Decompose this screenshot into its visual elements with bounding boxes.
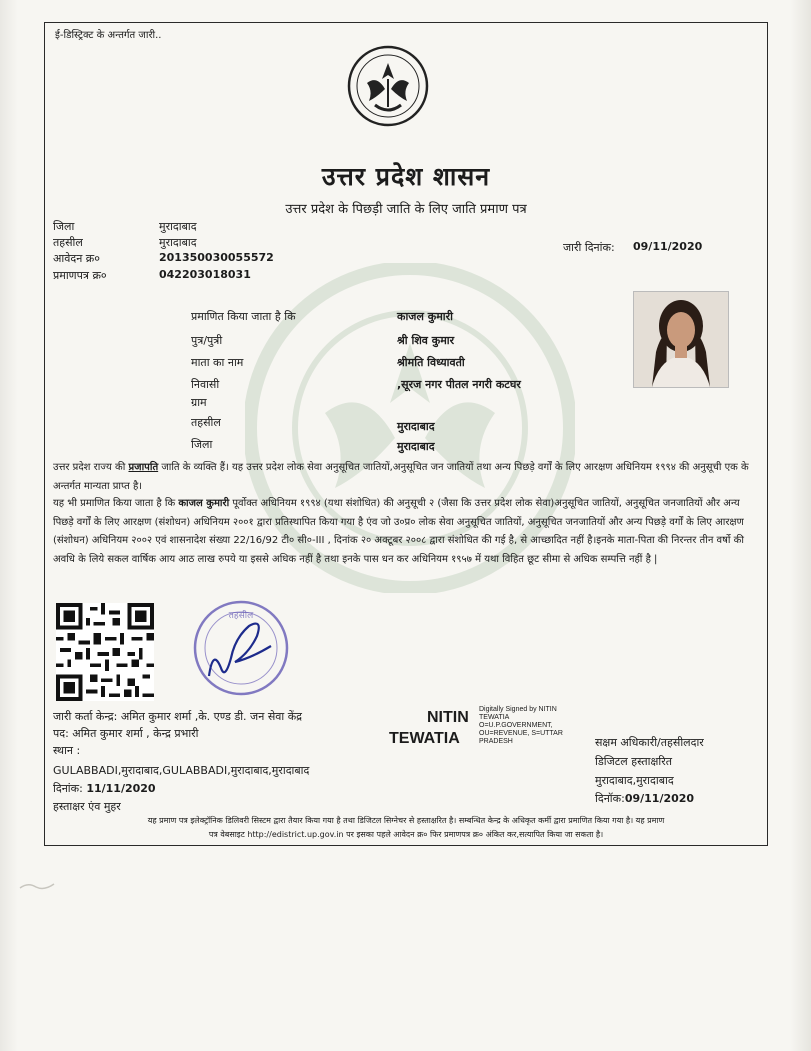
issuer-place-value: GULABBADI,मुरादाबाद,GULABBADI,मुरादाबाद,मुरादाबाद — [53, 764, 310, 777]
meta-application-label: आवेदन क्र० — [53, 252, 100, 265]
dsig-info-line: OU=REVENUE, S=UTTAR — [479, 730, 563, 737]
footer-line: पत्र वेबसाइट http://edistrict.up.gov.in पर इसका पहले आवेदन क्र० फिर प्रमाणपत्र क्र० अंकित कर,सत्यापित किया जा सकता है। — [208, 830, 604, 839]
meta-district-label: जिला — [53, 220, 75, 233]
issuer-center-value: अमित कुमार शर्मा ,के. एण्ड डी. जन सेवा केंद्र — [120, 710, 303, 723]
issuer-post — [53, 726, 199, 741]
creamy-paragraph-post: पूर्वोक्त अधिनियम १९९४ (यथा संशोधित) की अनुसूची २ (जैसा कि उत्तर प्रदेश लोक सेवा)अनुसूचित जातियों, अनुसूचित जनजातियों और अन्य पिछड़े वर्गों के लिए आरक्षण (संशोधन) अधिनियम २००१ द्वारा प्रतिस्थापित किया गया है एंव जो उ०प्र० लोक सेवा अनुसूचित जातियों, अनुसूचित जनजातियों और अन्य पिछड़े वर्गों के लिए आरक्षण (संशोधन) अधिनियम २००२ एवं शासनादेश संख्या 22/16/92 टी० सी०-III , दिनांक २० अक्टूबर २००८ द्वारा संशोधित की गई है, से आच्छादित नहीं है।इनके माता-पिता की निरन्तर तीन वर्षो की अवधि के लिये सकल वार्षिक आय आठ लाख रुपये या इससे अधिक नहीं है तथा इनके पास धन कर अधिनियम १९५७ में यथा विहित छूट सीमा से अधिक सम्पत्ति नहीं है | — [53, 498, 744, 565]
detail-district-value: मुरादाबाद — [397, 440, 435, 453]
father-name: श्री शिव कुमार — [397, 334, 455, 347]
applicant-photo — [633, 291, 729, 388]
issuer-date-value: 11/11/2020 — [86, 782, 156, 795]
application-number: 201350030055572 — [159, 251, 274, 264]
detail-tehsil-value: मुरादाबाद — [397, 420, 435, 433]
certificate-title: उत्तर प्रदेश शासन — [321, 162, 491, 191]
qr-code-icon — [53, 603, 157, 701]
caste-name: प्रजापति — [128, 462, 159, 473]
dsig-info-line: PRADESH — [479, 738, 513, 745]
caste-paragraph — [53, 459, 759, 496]
detail-certify-label: प्रमाणित किया जाता है कि — [191, 310, 296, 323]
resident-address: ,सूरज नगर पीतल नगरी कटघर — [397, 378, 521, 391]
creamy-layer-paragraph — [53, 495, 759, 569]
digital-signer-first: NITIN — [427, 709, 469, 726]
dsig-info-line: TEWATIA — [479, 714, 510, 721]
authority-sign: डिजिटल हस्ताक्षरित — [595, 755, 672, 768]
applicant-name: काजल कुमारी — [397, 310, 453, 323]
issuer-sign-label: हस्ताक्षर एंव मुहर — [53, 800, 121, 813]
issuer-post-value: अमित कुमार शर्मा , केन्द्र प्रभारी — [72, 727, 199, 740]
up-emblem-icon — [347, 45, 429, 127]
tehsil-seal-icon — [191, 598, 291, 698]
creamy-paragraph-name: काजल कुमारी — [178, 498, 230, 509]
digital-signature-info — [479, 706, 563, 746]
detail-mother-label: माता का नाम — [191, 356, 244, 369]
issuer-center — [53, 709, 302, 724]
detail-district-label: जिला — [191, 438, 213, 451]
caste-paragraph-post: जाति के व्यक्ति हैं। यह उत्तर प्रदेश लोक सेवा अनुसूचित जातियों,अनुसूचित जन जातियों तथा अन्य पिछड़े वर्गों के लिए आरक्षण अधिनियम १९९४ की अनुसूची एक के अन्तर्गत मान्यता प्राप्त है। — [53, 462, 749, 492]
certificate-frame — [44, 22, 768, 846]
footer-line: यह प्रमाण पत्र इलेक्ट्रॉनिक डिलिवरी सिस्टम द्वारा तैयार किया गया है तथा डिजिटल सिग्नेचर से हस्ताक्षरित है। सम्बन्धित केन्द्र के अधिकृत कर्मी द्वारा प्रमाणित किया गया है। यह प्रमाण — [147, 816, 665, 825]
footer-note — [53, 814, 759, 842]
officer-signature-icon — [209, 624, 271, 676]
issuer-center-label: जारी कर्ता केन्द्र: — [53, 710, 118, 723]
dsig-info-line: Digitally Signed by NITIN — [479, 706, 557, 713]
mother-name: श्रीमति विध्यावती — [397, 356, 465, 369]
issue-date-value: 09/11/2020 — [633, 240, 703, 253]
authority-date-label: दिनॉक: — [595, 792, 625, 805]
header-note: ई-डिस्ट्रिक्ट के अन्तर्गत जारी.. — [55, 30, 162, 41]
authority-date — [595, 791, 694, 806]
certificate-number: 042203018031 — [159, 268, 251, 281]
issuer-post-label: पद: — [53, 727, 69, 740]
detail-tehsil-label: तहसील — [191, 416, 221, 429]
meta-district-value: मुरादाबाद — [159, 220, 197, 233]
authority-date-value: 09/11/2020 — [624, 792, 695, 805]
authority-title: सक्षम अधिकारी/तहसीलदार — [595, 736, 704, 749]
detail-village-label: ग्राम — [191, 396, 207, 409]
digital-signer-last: TEWATIA — [389, 730, 460, 747]
issuer-date-label: दिनांक: — [53, 782, 83, 795]
caste-paragraph-pre: उत्तर प्रदेश राज्य की — [53, 462, 129, 473]
issuer-place-label: स्थान : — [53, 744, 81, 757]
authority-place: मुरादाबाद,मुरादाबाद — [595, 774, 674, 787]
seal-label: तहसील — [228, 611, 254, 621]
certificate-subtitle: उत्तर प्रदेश के पिछड़ी जाति के लिए जाति प्रमाण पत्र — [285, 202, 527, 217]
detail-parent-label: पुत्र/पुत्री — [191, 334, 223, 347]
dsig-info-line: O=U.P.GOVERNMENT, — [479, 722, 553, 729]
creamy-paragraph-pre: यह भी प्रमाणित किया जाता है कि — [53, 498, 179, 509]
detail-resident-label: निवासी — [191, 378, 220, 391]
meta-tehsil-label: तहसील — [53, 236, 83, 249]
issuer-date — [53, 781, 156, 796]
issue-date-label: जारी दिनांक: — [563, 241, 615, 254]
stray-mark — [18, 880, 58, 892]
meta-certificate-label: प्रमाणपत्र क्र० — [53, 269, 107, 282]
meta-tehsil-value: मुरादाबाद — [159, 236, 197, 249]
